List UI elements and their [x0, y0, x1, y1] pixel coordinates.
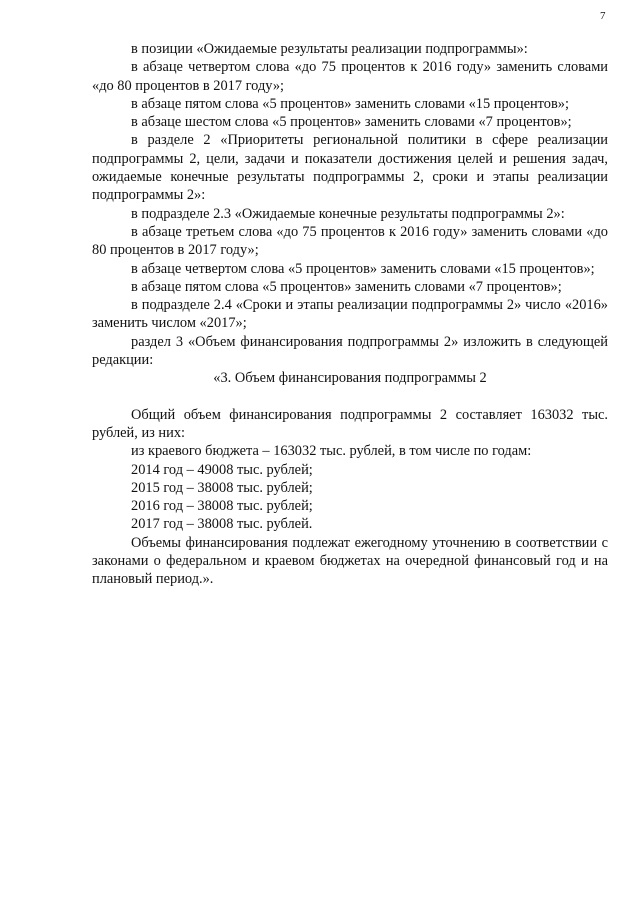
page-number: 7: [600, 10, 606, 22]
financing-year-2015: 2015 год – 38008 тыс. рублей;: [131, 479, 313, 496]
financing-year-2016: 2016 год – 38008 тыс. рублей;: [131, 498, 313, 515]
spacer: [92, 388, 608, 406]
financing-paragraph: Общий объем финансирования подпрограммы 2 составляет 163032 тыс. рублей, из них:: [92, 406, 608, 441]
paragraph: раздел 3 «Объем финансирования подпрограммы 2» изложить в следующей редакции:: [92, 333, 608, 369]
paragraph: в разделе 2 «Приоритеты региональной политики в сфере реализации подпрограммы 2, цели, задачи и показатели достижения целей и решения задач, ожидаемые конечные результаты подпрограммы 2, сроки и этапы реализации подпрограммы 2»:: [92, 132, 608, 204]
paragraph: в абзаце четвертом слова «до 75 процентов к 2016 году» заменить словами «до 80 процентов в 2017 году»;: [92, 59, 608, 94]
section-heading: «3. Объем финансирования подпрограммы 2: [213, 370, 487, 387]
paragraph: в абзаце третьем слова «до 75 процентов к 2016 году» заменить словами «до 80 процентов в 2017 году»;: [92, 223, 608, 259]
financing-year-2017: 2017 год – 38008 тыс. рублей.: [131, 516, 313, 533]
paragraph: в абзаце четвертом слова «5 процентов» заменить словами «15 процентов»;: [131, 260, 595, 277]
paragraph: в абзаце шестом слова «5 процентов» заменить словами «7 процентов»;: [131, 114, 572, 131]
paragraph: в подразделе 2.4 «Сроки и этапы реализации подпрограммы 2» число «2016» заменить числом «2017»;: [92, 297, 608, 332]
paragraph: в абзаце пятом слова «5 процентов» заменить словами «7 процентов»;: [131, 278, 562, 295]
financing-year-2014: 2014 год – 49008 тыс. рублей;: [131, 461, 313, 478]
document-body: [92, 40, 608, 589]
financing-paragraph: из краевого бюджета – 163032 тыс. рублей, в том числе по годам:: [131, 443, 532, 460]
financing-paragraph: Объемы финансирования подлежат ежегодному уточнению в соответствии с законами о федеральном и краевом бюджетах на очередной финансовый год и на плановый период.».: [92, 534, 608, 588]
paragraph: в позиции «Ожидаемые результаты реализации подпрограммы»:: [131, 41, 528, 57]
paragraph: в подразделе 2.3 «Ожидаемые конечные результаты подпрограммы 2»:: [131, 205, 565, 222]
paragraph: в абзаце пятом слова «5 процентов» заменить словами «15 процентов»;: [131, 95, 569, 112]
